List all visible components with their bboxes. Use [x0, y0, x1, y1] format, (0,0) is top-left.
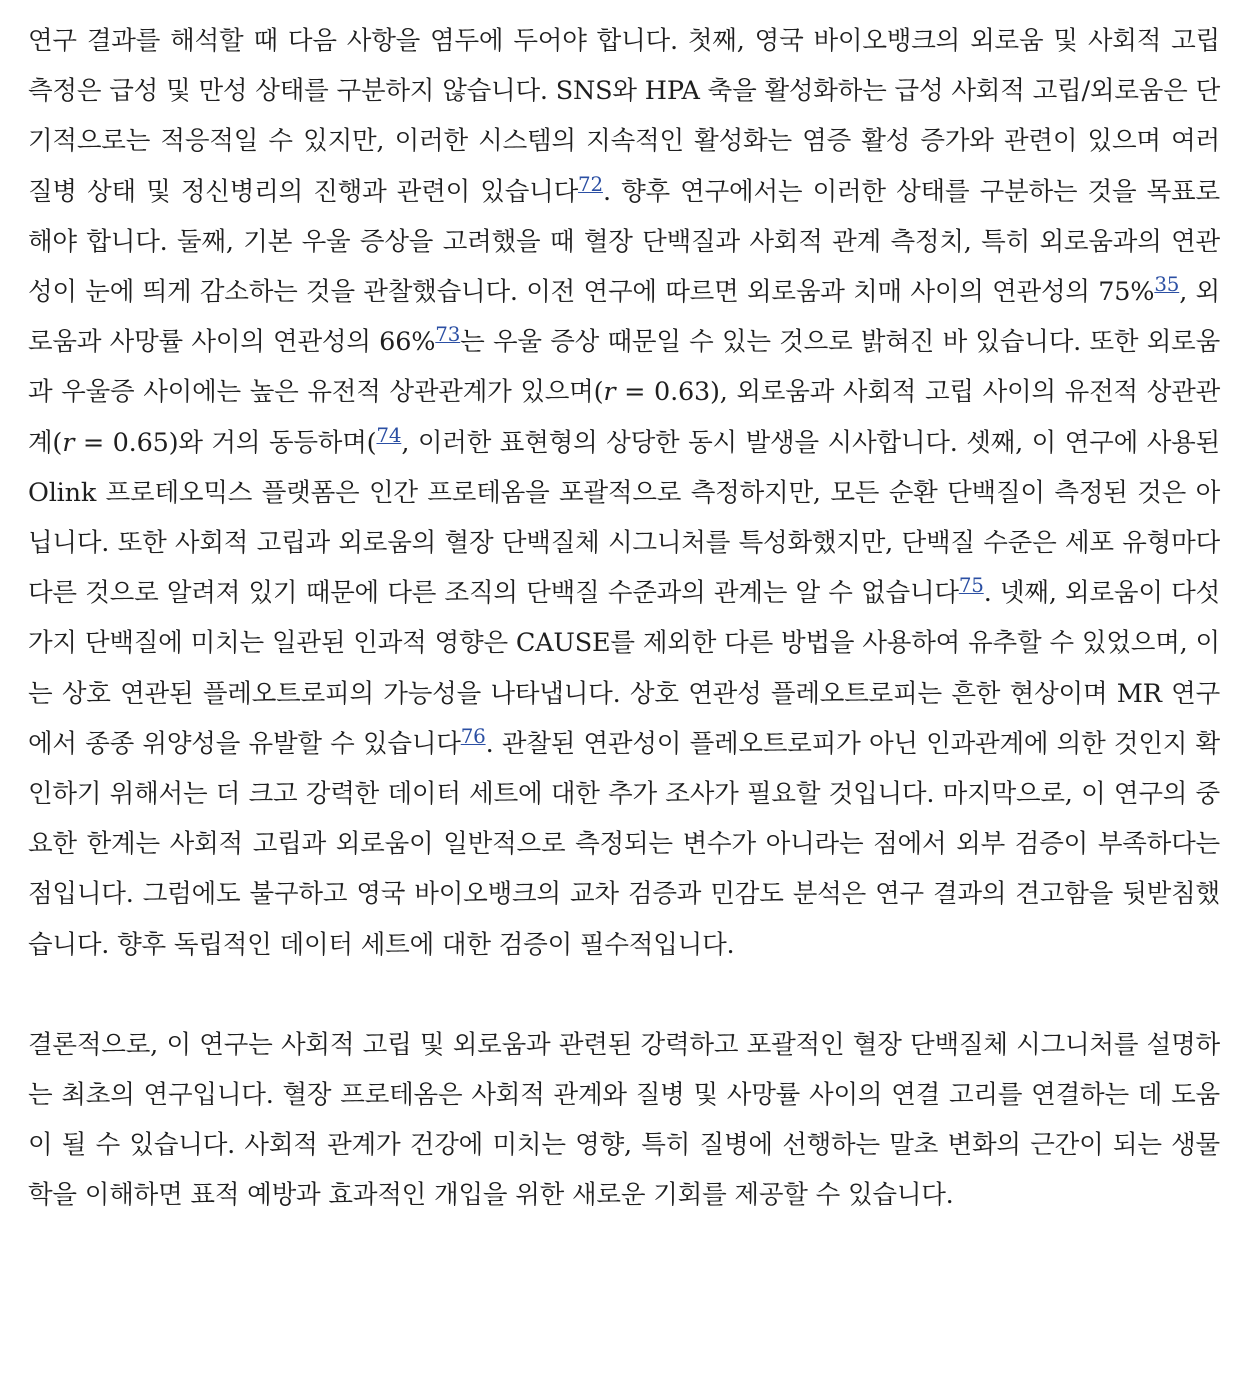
citation-link-76[interactable]: 76	[460, 724, 486, 748]
paragraph-text: 연구 결과를 해석할 때 다음 사항을 염두에 두어야 합니다. 첫째, 영국 바이오뱅크의 외로움 및 사회적 고립 측정은 급성 및 만성 상태를 구분하지 않습니다. SNS와 HPA 축을 활성화하는 급성 사회적 고립/외로움은 단기적으로는 적응적일 수 있지만, 이러한 시스템의 지속적인 활성화는 염증 활성 증가와 관련이 있으며 여러 질병 상태 및 정신병리의 진행과 관련이 있습니다	[28, 26, 1220, 207]
paragraph-conclusion: 결론적으로, 이 연구는 사회적 고립 및 외로움과 관련된 강력하고 포괄적인 혈장 단백질체 시그니처를 설명하는 최초의 연구입니다. 혈장 프로테옴은 사회적 관계와 질병 및 사망률 사이의 연결 고리를 연결하는 데 도움이 될 수 있습니다. 사회적 관계가 건강에 미치는 영향, 특히 질병에 선행하는 말초 변화의 근간이 되는 생물학을 이해하면 표적 예방과 효과적인 개입을 위한 새로운 기회를 제공할 수 있습니다.	[28, 1029, 1220, 1211]
paragraph-text: , 외로움과 사망률 사이의 연관성의 66%	[28, 277, 1220, 358]
citation-link-35[interactable]: 35	[1154, 273, 1180, 297]
citation-link-72[interactable]: 72	[578, 172, 603, 196]
citation-link-74[interactable]: 74	[376, 423, 402, 447]
correlation-symbol: r	[603, 377, 616, 408]
paragraph-text: , 이러한 표현형의 상당한 동시 발생을 시사합니다. 셋째, 이 연구에 사용된 Olink 프로테오믹스 플랫폼은 인간 프로테옴을 포괄적으로 측정하지만, 모든 순환 단백질이 측정된 것은 아닙니다. 또한 사회적 고립과 외로움의 혈장 단백질체 시그니처를 특성화했지만, 단백질 수준은 세포 유형마다 다른 것으로 알려져 있기 때문에 다른 조직의 단백질 수준과의 관계는 알 수 없습니다	[28, 427, 1220, 609]
paragraph-text: 는 우울 증상 때문일 수 있는 것으로 밝혀진 바 있습니다. 또한 외로움과 우울증 사이에는 높은 유전적 상관관계가 있으며(	[28, 327, 1220, 408]
paragraph-text: . 관찰된 연관성이 플레오트로피가 아닌 인과관계에 의한 것인지 확인하기 위해서는 더 크고 강력한 데이터 세트에 대한 추가 조사가 필요할 것입니다. 마지막으로, 이 연구의 중요한 한계는 사회적 고립과 외로움이 일반적으로 측정되는 변수가 아니라는 점에서 외부 검증이 부족하다는 점입니다. 그럼에도 불구하고 영국 바이오뱅크의 교차 검증과 민감도 분석은 연구 결과의 견고함을 뒷받침했습니다. 향후 독립적인 데이터 세트에 대한 검증이 필수적입니다.	[28, 728, 1220, 960]
citation-link-75[interactable]: 75	[958, 574, 984, 598]
paragraph-text: . 넷째, 외로움이 다섯 가지 단백질에 미치는 일관된 인과적 영향은 CAUSE를 제외한 다른 방법을 사용하여 유추할 수 있었으며, 이는 상호 연관된 플레오트로피의 가능성을 나타냅니다. 상호 연관성 플레오트로피는 흔한 현상이며 MR 연구에서 종종 위양성을 유발할 수 있습니다	[28, 578, 1220, 759]
correlation-symbol: r	[62, 427, 75, 458]
paragraph-text: = 0.65)와 거의 동등하며(	[74, 427, 377, 458]
paragraph-limitations	[28, 16, 1220, 970]
paragraph-text: = 0.63), 외로움과 사회적 고립 사이의 유전적 상관관계(	[28, 377, 1220, 458]
paragraph-text: . 향후 연구에서는 이러한 상태를 구분하는 것을 목표로 해야 합니다. 둘째, 기본 우울 증상을 고려했을 때 혈장 단백질과 사회적 관계 측정치, 특히 외로움과의 연관성이 눈에 띄게 감소하는 것을 관찰했습니다. 이전 연구에 따르면 외로움과 치매 사이의 연관성의 75%	[28, 176, 1220, 308]
citation-link-73[interactable]: 73	[435, 323, 461, 347]
